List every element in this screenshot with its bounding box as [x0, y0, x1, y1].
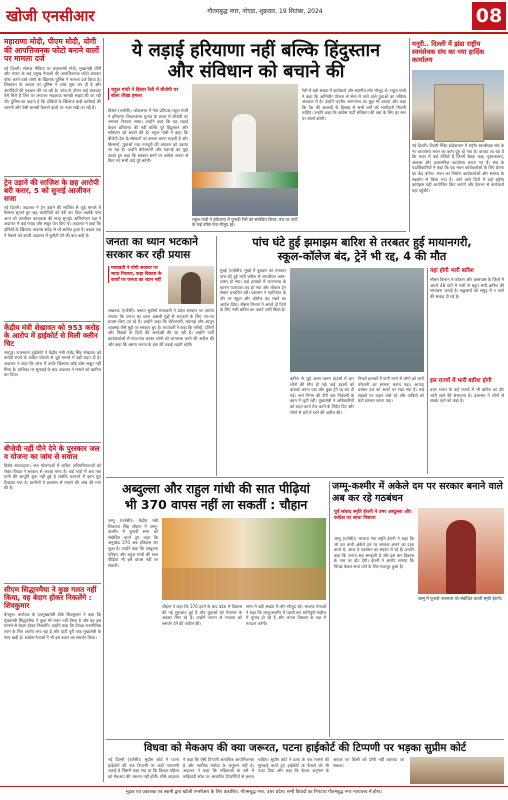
- right-headline: मनूरी.. दिल्ली में झंडा राष्ट्रीय स्वयंसेवक संघ का नया हार्दिक कार्यालय: [412, 40, 485, 64]
- jk-subheadline: पूर्व सांसद स्मृति ईरानी ने उमर अब्दुल्ला और कांग्रेस पर साधा निशाना: [334, 510, 412, 521]
- left-body-1: नई दिल्ली। सोशल मीडिया पर प्रधानमंत्री मोदी, मुख्यमंत्री योगी और भारत के कई प्रमुख नेताओं की आपत्तिजनक फोटो बनाकर पोस्ट करने वाले लोगों के खिलाफ पुलिस ने मामला दर्ज किया है। शिकायत के आधार पर पुलिस ने जांच शुरू कर दी है और आरोपियों की पहचान की जा रही है। जांच के दौरान कई अकाउंट ऐसे मिले हैं जिन पर लगातार भड़काऊ सामग्री साझा की जा रही थी। पुलिस का कहना है कि दोषियों के खिलाफ कड़ी कार्रवाई की जाएगी और ऐसी सामग्री फैलाने वालों पर नजर रखी जा रही है।: [4, 65, 101, 110]
- jk-body: जम्मू (एजेंसी)। भाजपा नेता स्मृति ईरानी ने कहा कि जो दल कभी अकेले दम पर सरकार बनाने का दावा करते थे, आज वे गठबंधन का सहारा ले रहे हैं। उन्होंने कहा कि जनता सब समझती है और इस बार विकास के नाम पर वोट देगी। ईरानी ने आरोप लगाया कि विपक्ष केवल सत्ता पाने के लिए एकजुट हुआ है।: [334, 536, 414, 569]
- footer-imprint: मुद्रक एवं प्रकाशक एवं स्वामी द्वारा खोजी एनसीआर के लिए प्रकाशित, गौतमबुद्ध नगर, उत्तर प्रदेश। सभी विवादों का निपटारा गौतमबुद्ध नगर न्यायालय में होगा।: [0, 786, 508, 800]
- smriti-photo: [418, 508, 504, 594]
- rally-photo: [192, 84, 298, 216]
- left-headline-5: सीएम सिद्धारमैया ने कुछ गलत नहीं किया, वह बेदाग होकर निकलेंगे : शिवकुमार: [4, 585, 97, 611]
- water-surface: [290, 330, 424, 372]
- right-body: नई दिल्ली। दिल्ली स्थित झंडेवालान में राष्ट्रीय स्वयंसेवक संघ के नए कार्यालय भवन का काम पूरा हो गया है। बताया जा रहा है कि भवन में कई मंजिलें हैं जिनमें बैठक कक्ष, पुस्तकालय, आवास और प्रशासनिक कार्यालय बनाए गए हैं। संघ के पदाधिकारियों ने कहा कि यह भवन कार्यकर्ताओं के लिए प्रेरणा का केंद्र बनेगा। भवन का निर्माण कार्यकर्ताओं और समाज के सहयोग से किया गया है। आने वाले दिनों में कई राष्ट्रीय कार्यक्रम यहीं आयोजित किए जाएंगे और देशभर से कार्यकर्ता यहां पहुंचेंगे।: [412, 143, 504, 193]
- jk-headline: जम्मू-कश्मीर में अकेले दम पर सरकार बनाने वाले अब कर रहे गठबंधन: [332, 481, 503, 504]
- dateline: गौतमबुद्ध नगर, नोएडा, शुक्रवार, 19 सितंबर, 2024: [207, 8, 323, 15]
- chouhan-body-3: सभा में बड़ी संख्या में लोग मौजूद रहे। भाजपा नेताओं ने कहा कि जम्मू-कश्मीर में पहली बार शांतिपूर्ण माहौल में चुनाव हो रहे हैं और जनता विकास के पक्ष में मतदान करेगी।: [246, 604, 326, 626]
- left-column: [4, 38, 101, 782]
- portrait-figure: [446, 520, 476, 594]
- column-divider: [427, 268, 428, 474]
- rain-sidebar-body-2: उत्तर भारत के कई राज्यों में भी बारिश का दौर जारी रहने की संभावना है। प्रशासन ने लोगों से सतर्क रहने को कहा है।: [430, 387, 504, 404]
- rain-sidebar-body-1: मौसम विभाग ने कोंकण और आसपास के जिलों में अगले 48 घंटों में भारी से बहुत भारी बारिश की संभावना जताई है। मछुआरों को समुद्र में न जाने की सलाह दी गई है।: [430, 277, 504, 299]
- left-body-4: विशेष संवाददाता। जल योजनाओं में कथित अनियमितताओं को लेकर विपक्ष ने सरकार से जवाब मांगा है। कई गांवों में अब तक पानी की आपूर्ति शुरू नहीं हुई है जबकि कागजों में काम पूरा दिखाया गया है। ग्रामीणों ने प्रशासन से मामले की जांच की मांग की है।: [4, 463, 101, 491]
- newspaper-logo: खोजी एनसीआर: [6, 7, 95, 25]
- rain-headline-line-2: स्कूल-कॉलेज बंद, ट्रेनें भी रद्द, 4 की मौत: [277, 250, 447, 263]
- building-photo: [412, 70, 504, 140]
- column-divider: [409, 38, 410, 232]
- column-divider: [216, 236, 217, 476]
- top-story-headline-line-1: ये लड़ाई हरियाणा नहीं बल्कि हिंदुस्तान: [131, 40, 381, 61]
- top-story-headline-line-2: और संविधान को बचाने की: [167, 61, 345, 82]
- chouhan-body-1: जम्मू (एजेंसी)। केंद्रीय मंत्री शिवराज सिंह चौहान ने जम्मू-कश्मीर में चुनावी सभा को संबोधित करते हुए कहा कि अनुच्छेद 370 अब इतिहास बन चुका है। उन्होंने कहा कि अब्दुल्ला परिवार और राहुल गांधी की सात पीढ़ियां भी इसे वापस नहीं ला सकतीं।: [108, 518, 158, 568]
- divider: [106, 739, 504, 740]
- court-headline: विधवा को मेकअप की क्या जरूरत, पटना हाईकोर्ट की टिप्पणी पर भड़का सुप्रीम कोर्ट: [143, 742, 467, 754]
- left-headline-2: ट्रेन उड़ाने की साजिश के छह आरोपी बरी करार, 5 को सुनाई आजीवन सजा: [4, 177, 99, 203]
- chouhan-photo: [162, 518, 326, 600]
- divider: [106, 231, 406, 232]
- page-number: 08: [472, 2, 506, 30]
- mayawati-headline: जनता का ध्यान भटकाने सरकार कर रही प्रयास: [106, 236, 198, 261]
- rain-headline: [220, 236, 504, 264]
- rain-body-1: मुंबई (एजेंसी)। मुंबई में बुधवार को लगातार पांच घंटे हुई भारी बारिश से जनजीवन अस्त-व्यस्त हो गया। कई इलाकों में जलभराव के कारण यातायात ठप हो गया और लोकल ट्रेन सेवाएं प्रभावित रहीं। प्रशासन ने एहतियात के तौर पर स्कूल और कॉलेज बंद रखने का आदेश दिया। मौसम विभाग ने अगले दो दिनों के लिए भारी बारिश का अलर्ट जारी किया है।: [220, 268, 286, 313]
- chouhan-body-2: चौहान ने कहा कि 370 हटने के बाद प्रदेश में विकास की नई शुरुआत हुई है और युवाओं को रोजगार के अवसर मिल रहे हैं। उन्होंने जनता से भाजपा को समर्थन देने की अपील की।: [162, 604, 242, 626]
- rain-sidebar-headline-1: यहां होगी भारी बारिश: [430, 268, 474, 274]
- divider: [4, 583, 101, 584]
- crowd-band: [162, 568, 326, 600]
- top-story-body-right: रैली में बड़ी संख्या में कार्यकर्ता और स्थानीय लोग मौजूद थे। राहुल गांधी ने कहा कि अग्निवीर योजना से सेना में जाने वाले युवाओं का भविष्य अंधकार में है। उन्होंने जातीय जनगणना का मुद्दा भी उठाया और कहा कि देश की आबादी के हिसाब से सभी वर्गों को भागीदारी मिलनी चाहिए। उन्होंने कहा कि कांग्रेस पार्टी संविधान की रक्षा के लिए हर स्तर पर संघर्ष करेगी।: [302, 88, 406, 121]
- chouhan-headline: [106, 481, 326, 513]
- left-body-3: जयपुर। राजस्थान हाईकोर्ट ने केंद्रीय मंत्री गजेंद्र सिंह शेखावत को करोड़ों रुपये के कथित घोटाले से जुड़े मामले में बड़ी राहत दी है। अदालत ने कहा कि जांच में उनके खिलाफ कोई ठोस सबूत नहीं मिला है। याचिका पर सुनवाई के बाद अदालत ने मामले को खारिज कर दिया।: [4, 349, 101, 378]
- column-divider: [103, 38, 104, 782]
- speaker-figure: [232, 114, 256, 172]
- left-body-5: बेंगलुरु। कर्नाटक के उपमुख्यमंत्री डीके शिवकुमार ने कहा कि मुख्यमंत्री सिद्धारमैया ने कुछ भी गलत नहीं किया है और वह इस मामले से बेदाग होकर निकलेंगे। उन्होंने कहा कि विपक्ष राजनीतिक लाभ के लिए आरोप लगा रहा है और पार्टी पूरी तरह मुख्यमंत्री के साथ खड़ी है। कांग्रेस नेताओं ने भी इस बयान का समर्थन किया।: [4, 612, 101, 640]
- rain-headline-line-1: पांच घंटे हुई झमाझम बारिश से तरबतर हुई मायानगरी,: [252, 236, 472, 249]
- left-body-2: नई दिल्ली। अदालत ने ट्रेन उड़ाने की साजिश से जुड़े मामले में फैसला सुनाते हुए छह आरोपियों को बरी कर दिया जबकि पांच अन्य को आजीवन कारावास की सजा सुनाई। अभियोजन पक्ष ने अदालत में कई गवाह और सबूत पेश किए थे। अदालत ने कहा कि दोषियों के खिलाफ अपराध संदेह से परे साबित हुआ है। बचाव पक्ष ने फैसले को ऊपरी अदालत में चुनौती देने की बात कही है।: [4, 204, 101, 238]
- flood-photo: [290, 268, 424, 372]
- chouhan-headline-line-1: अब्दुल्ला और राहुल गांधी की सात पीढ़ियां: [122, 481, 310, 496]
- top-story-subheadline: राहुल गांधी ने हिसार रैली में बीजेपी पर बोला तीखा हमला: [108, 88, 188, 100]
- building-shape: [434, 84, 484, 142]
- divider: [4, 176, 101, 177]
- flag-band: [192, 172, 298, 188]
- portrait-figure: [181, 272, 201, 304]
- mayawati-body: लखनऊ (एजेंसी)। बसपा सुप्रीमो मायावती ने प्रदेश सरकार पर आरोप लगाया कि जनता का ध्यान असली मुद्दों से भटकाने के लिए नए-नए प्रयास किए जा रहे हैं। उन्होंने कहा कि बेरोजगारी, महंगाई और कानून व्यवस्था जैसे मुद्दों पर सरकार चुप है। मायावती ने कहा कि गरीबों, दलितों और पिछड़ों के हितों की अनदेखी की जा रही है। उन्होंने पार्टी कार्यकर्ताओं से गांव-गांव जाकर लोगों को जागरूक करने की अपील की और कहा कि बसपा जनता के हक की लड़ाई लड़ती रहेगी।: [108, 308, 214, 347]
- divider: [4, 321, 101, 322]
- divider: [4, 442, 101, 443]
- mayawati-photo: [168, 266, 214, 304]
- left-headline-4: बीजेपी नहीं पीने देने के पुरस्कार जल व योजना का जांच से सवाल: [4, 443, 100, 461]
- top-story-headline: [106, 40, 406, 82]
- mayawati-subheadline: मायावती ने योगी सरकार पर साधा निशाना, कहा विकास के कार्यों पर जनता का ध्यान नहीं: [108, 266, 166, 283]
- column-divider: [329, 481, 330, 737]
- smriti-photo-caption: जम्मू में चुनावी जनसभा को संबोधित करतीं स्मृति ईरानी।: [418, 596, 503, 601]
- supreme-court-photo: [410, 757, 504, 784]
- left-headline-1: महाराणा मोदी, पीएम मोदी, योगी की आपत्तिजनक फोटो बनाने वालों पर मामला दर्ज: [4, 37, 99, 63]
- rain-body-3: निचले इलाकों में पानी भरने से लोगों को भारी परेशानी का सामना करना पड़ा। आपदा प्रबंधन दल को अलर्ट पर रखा गया है। कई सड़कों पर वाहन फंसे रहे और यात्रियों को घंटों इंतजार करना पड़ा।: [358, 376, 424, 404]
- rally-photo-caption: राहुल गांधी ने हरियाणा में चुनावी रैली को संबोधित किया। मंच पर पार्टी के कई वरिष्ठ नेता मौजूद रहे।: [192, 217, 298, 228]
- rain-body-2: बारिश से जुड़े अलग-अलग हादसों में चार लोगों की मौत हो गई। कई उड़ानों को डायवर्ट करना पड़ा और कुछ ट्रेनें रद्द कर दी गईं। नगर निगम की टीमें जल निकासी के काम में जुटी रहीं। मुख्यमंत्री ने अधिकारियों को राहत कार्य तेज करने के निर्देश दिए और लोगों से घरों में रहने की अपील की।: [290, 376, 354, 415]
- left-headline-3: केंद्रीय मंत्री शेखावत को 953 करोड़ के आरोप में हाईकोर्ट से मिली क्लीन चिट: [4, 322, 100, 348]
- rain-sidebar-headline-2: इस राज्यों में भारी बारिश होगी: [430, 378, 492, 384]
- chouhan-headline-line-2: भी 370 वापस नहीं ला सकतीं : चौहान: [124, 497, 308, 512]
- court-body: नई दिल्ली (एजेंसी)। सुप्रीम कोर्ट ने पटना हाईकोर्ट की एक टिप्पणी पर कड़ी नाराजगी जताई है जिसमें कहा गया था कि विधवा महिला को मेकअप की जरूरत नहीं होती। शीर्ष अदालत ने कहा कि ऐसी टिप्पणी अत्यधिक आपत्तिजनक है और न्यायिक मर्यादा के अनुरूप नहीं है। अदालत ने कहा कि महिलाओं के बारे में रूढ़िवादी सोच पर आधारित टिप्पणियों से बचना चाहिए। सुप्रीम कोर्ट ने हत्या के एक मामले की सुनवाई करते हुए हाईकोर्ट के फैसले को भी पलट दिया और कहा कि केवल अनुमान के आधार पर किसी को दोषी नहीं ठहराया जा सकता।: [108, 757, 404, 779]
- divider: [106, 477, 504, 478]
- top-story-body-left: हिसार (एजेंसी)। लोकसभा में नेता प्रतिपक्ष राहुल गांधी ने हरियाणा विधानसभा चुनाव के प्रचार में बीजेपी पर जमकर निशाना साधा। उन्होंने कहा कि यह लड़ाई केवल हरियाणा की नहीं बल्कि पूरे हिंदुस्तान और संविधान को बचाने की है। राहुल गांधी ने कहा कि बीजेपी देश के संस्थानों पर कब्जा करना चाहती है और किसानों, युवाओं तथा मजदूरों की आवाज को दबाया जा रहा है। उन्होंने बेरोजगारी और महंगाई का मुद्दा उठाते हुए कहा कि सरकार बनने पर कांग्रेस जनता से किए गए सभी वादे पूरे करेगी।: [108, 108, 188, 164]
